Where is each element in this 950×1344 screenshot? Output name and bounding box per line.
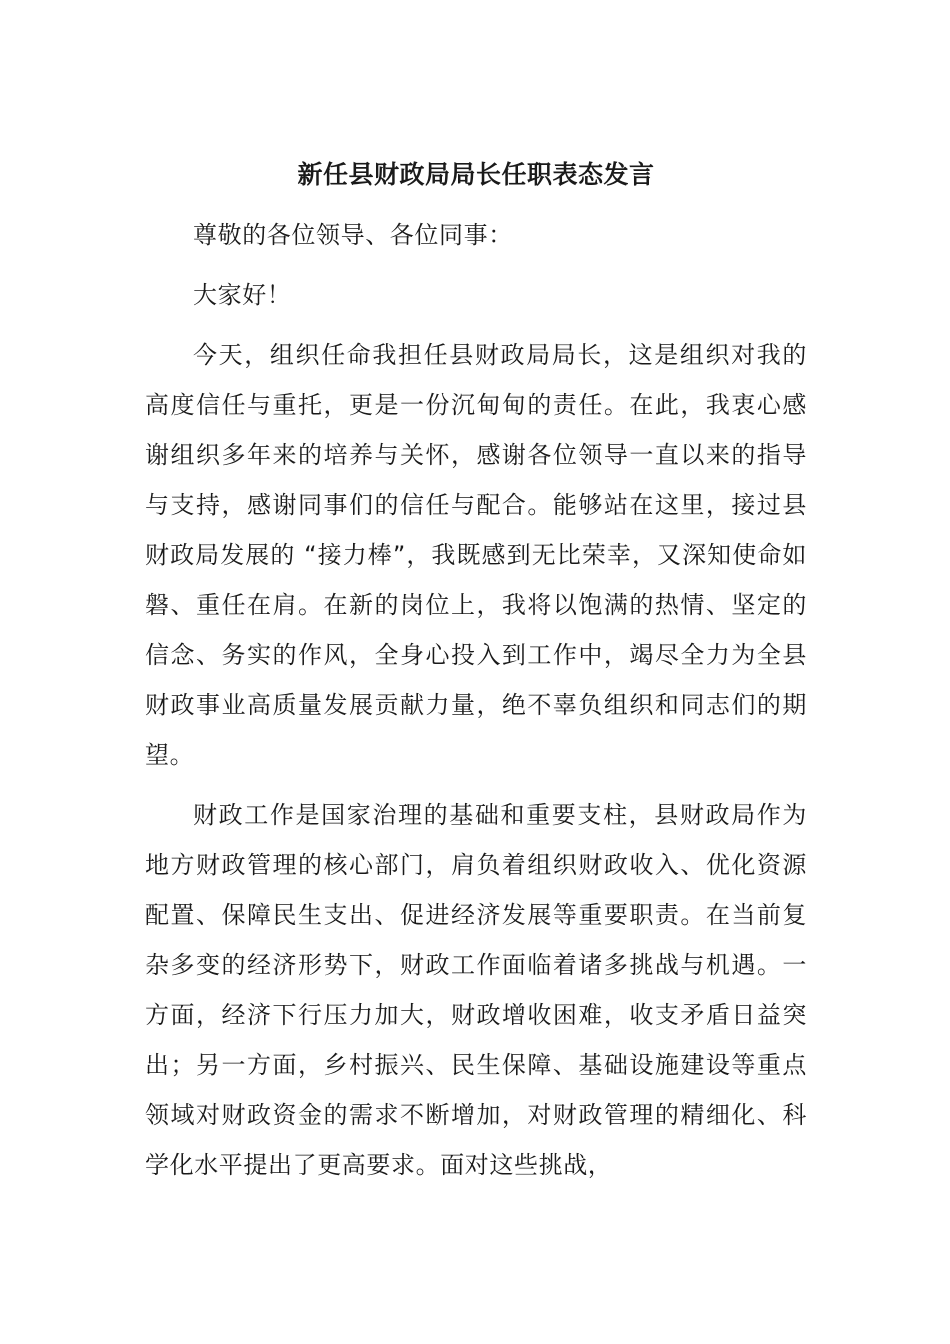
- document-title: 新任县财政局局长任职表态发言: [297, 160, 655, 189]
- paragraph: 财政工作是国家治理的基础和重要支柱，县财政局作为地方财政管理的核心部门，肩负着组织财政收入、优化资源配置、保障民生支出、促进经济发展等重要职责。在当前复杂多变的经济形势下，财政工作面临着诸多挑战与机遇。一方面，经济下行压力加大，财政增收困难，收支矛盾日益突出；另一方面，乡村振兴、民生保障、基础设施建设等重点领域对财政资金的需求不断增加，对财政管理的精细化、科学化水平提出了更高要求。面对这些挑战，: [145, 801, 807, 1179]
- greeting: 大家好！: [193, 281, 292, 309]
- paragraph: 今天，组织任命我担任县财政局局长，这是组织对我的高度信任与重托，更是一份沉甸甸的责任。在此，我衷心感谢组织多年来的培养与关怀，感谢各位领导一直以来的指导与支持，感谢同事们的信任与配合。能够站在这里，接过县财政局发展的 “接力棒”，我既感到无比荣幸，又深知使命如磐、重任在肩。在新的岗位上，我将以饱满的热情、坚定的信念、务实的作风，全身心投入到工作中，竭尽全力为全县财政事业高质量发展贡献力量，绝不辜负组织和同志们的期望。: [145, 341, 807, 769]
- document-page: [145, 150, 807, 1190]
- salutation: 尊敬的各位领导、各位同事：: [193, 221, 513, 249]
